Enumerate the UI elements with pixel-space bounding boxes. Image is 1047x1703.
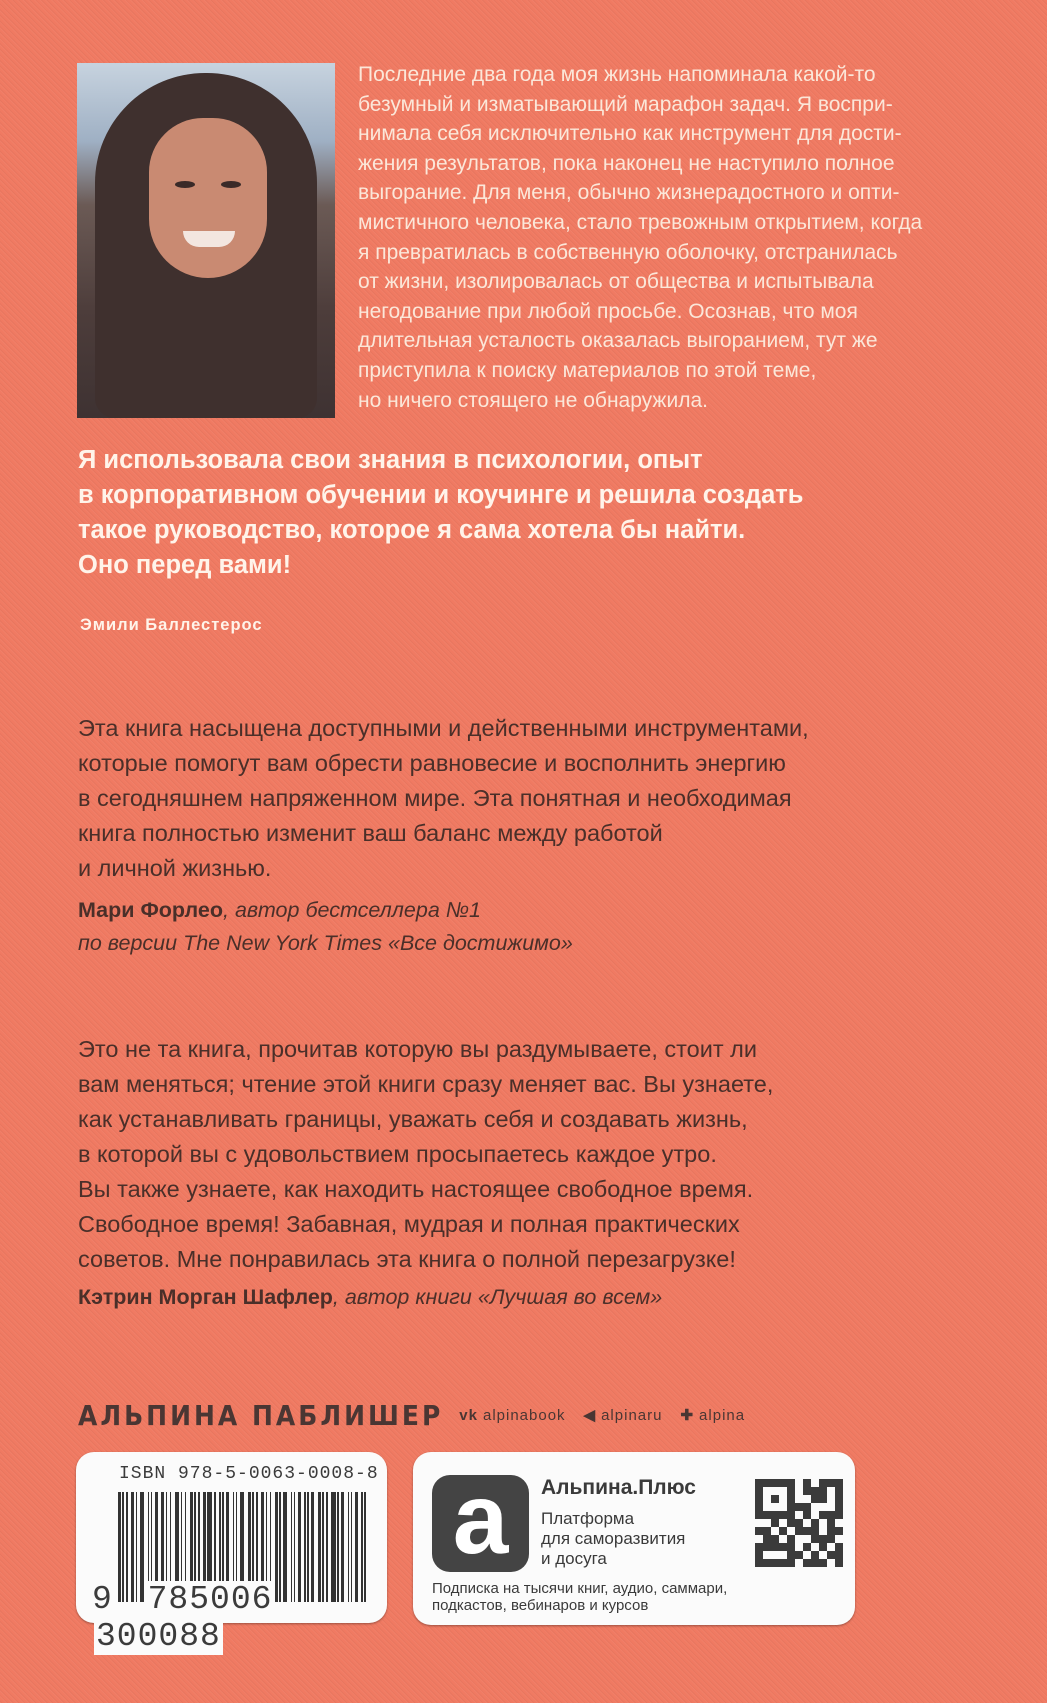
footer-line: Подписка на тысячи книг, аудио, саммари, (432, 1580, 728, 1597)
qr-module (795, 1551, 803, 1559)
qr-module (779, 1479, 787, 1487)
qr-module (771, 1519, 779, 1527)
qr-module (819, 1495, 827, 1503)
review-schafler (78, 1032, 773, 1314)
ean-first-digit: 9 (92, 1581, 113, 1618)
author-intro-text (358, 60, 1018, 415)
qr-module (803, 1479, 811, 1487)
qr-module (827, 1551, 835, 1559)
qr-module (779, 1519, 787, 1527)
intro-line: нимала себя исключительно как инструмент для дости- (358, 122, 902, 146)
qr-module (763, 1511, 771, 1519)
qr-module (803, 1503, 811, 1511)
qr-module (779, 1503, 787, 1511)
qr-module (795, 1479, 803, 1487)
intro-line: приступила к поиску материалов по этой теме, (358, 358, 817, 382)
qr-module (795, 1495, 803, 1503)
intro-line: мистичного человека, стало тревожным открытием, когда (358, 210, 923, 234)
review-line: Свободное время! Забавная, мудрая и полная практических (78, 1211, 740, 1237)
qr-module (763, 1495, 771, 1503)
qr-module (803, 1487, 811, 1495)
qr-module (787, 1495, 795, 1503)
ean-digits (90, 1581, 387, 1655)
photo-smile (183, 231, 235, 247)
review-line: как устанавливать границы, уважать себя и создавать жизнь, (78, 1106, 748, 1132)
qr-module (835, 1519, 843, 1527)
qr-module (787, 1511, 795, 1519)
author-photo (77, 63, 335, 418)
qr-module (827, 1519, 835, 1527)
review-line: Эта книга насыщена доступными и действенными инструментами, (78, 715, 809, 741)
review-line: и личной жизнью. (78, 855, 272, 881)
qr-module (835, 1503, 843, 1511)
intro-line: безумный и изматывающий марафон задач. Я воспри- (358, 92, 893, 116)
reviewer-credit: по версии The New York Times «Все достижимо» (78, 931, 573, 955)
intro-line: жения результатов, пока наконец не наступило полное (358, 151, 895, 175)
desc-line: и досуга (541, 1549, 607, 1568)
qr-module (803, 1519, 811, 1527)
highlight-quote (78, 443, 1008, 583)
alpina-plus-title: Альпина.Плюс (541, 1476, 696, 1499)
review-line: которые помогут вам обрести равновесие и восполнить энергию (78, 750, 786, 776)
alpina-plus-box (413, 1452, 855, 1625)
qr-module (771, 1487, 779, 1495)
qr-module (795, 1503, 803, 1511)
qr-module (755, 1495, 763, 1503)
qr-module (779, 1551, 787, 1559)
ean-group-1: 785006 (147, 1581, 273, 1618)
qr-module (819, 1535, 827, 1543)
review-attribution (78, 1281, 773, 1314)
qr-module (779, 1511, 787, 1519)
reviewer-name: Кэтрин Морган Шафлер (78, 1285, 333, 1309)
qr-module (779, 1487, 787, 1495)
desc-line: Платформа (541, 1509, 635, 1528)
qr-module (771, 1479, 779, 1487)
highlight-line: такое руководство, которое я сама хотела бы найти. (78, 516, 746, 544)
qr-module (787, 1527, 795, 1535)
author-signature: Эмили Баллестерос (80, 616, 263, 634)
qr-module (811, 1559, 819, 1567)
qr-module (811, 1527, 819, 1535)
qr-module (787, 1535, 795, 1543)
qr-module (771, 1511, 779, 1519)
qr-module (787, 1543, 795, 1551)
qr-module (827, 1543, 835, 1551)
intro-line: я превратилась в собственную оболочку, отстранилась (358, 240, 898, 264)
qr-module (835, 1527, 843, 1535)
qr-module (755, 1527, 763, 1535)
qr-module (755, 1519, 763, 1527)
qr-module (787, 1503, 795, 1511)
qr-module (803, 1559, 811, 1567)
photo-eye-left (175, 181, 195, 188)
qr-module (795, 1519, 803, 1527)
qr-module (819, 1511, 827, 1519)
social-label: alpinaru (601, 1406, 663, 1424)
qr-module (811, 1479, 819, 1487)
alpina-plus-description (541, 1509, 685, 1569)
qr-module (763, 1551, 771, 1559)
reviewer-credit: , автор бестселлера №1 (223, 898, 481, 922)
social-telegram[interactable] (584, 1406, 663, 1424)
qr-module (755, 1487, 763, 1495)
qr-module (771, 1543, 779, 1551)
photo-face (149, 118, 267, 278)
highlight-line: Оно перед вами! (78, 551, 292, 579)
qr-module (811, 1535, 819, 1543)
review-line: Это не та книга, прочитав которую вы раздумываете, стоит ли (78, 1036, 757, 1062)
isbn-text: ISBN 978-5-0063-0008-8 (119, 1464, 379, 1484)
telegram-icon: ◀ (583, 1407, 597, 1424)
qr-module (827, 1535, 835, 1543)
qr-module (819, 1479, 827, 1487)
qr-module (827, 1479, 835, 1487)
qr-module (803, 1527, 811, 1535)
review-line: книга полностью изменит ваш баланс между работой (78, 820, 663, 846)
social-label: alpina (699, 1406, 746, 1424)
alpina-plus-app-icon: a (432, 1475, 529, 1572)
isbn-barcode-box (76, 1452, 387, 1655)
vk-icon: vk (459, 1406, 478, 1424)
qr-module (835, 1535, 843, 1543)
qr-module (779, 1535, 787, 1543)
intro-line: негодование при любой просьбе. Осознав, что моя (358, 299, 858, 323)
qr-module (819, 1527, 827, 1535)
highlight-line: в корпоративном обучении и коучинге и решила создать (78, 481, 804, 509)
qr-module (819, 1543, 827, 1551)
qr-module (763, 1559, 771, 1567)
qr-module (771, 1535, 779, 1543)
qr-module (811, 1543, 819, 1551)
intro-line: но ничего стоящего не обнаружила. (358, 388, 708, 412)
intro-line: выгорание. Для меня, обычно жизнерадостного и опти- (358, 181, 900, 205)
qr-module (763, 1487, 771, 1495)
qr-module (819, 1487, 827, 1495)
review-attribution (78, 894, 809, 960)
qr-module (755, 1511, 763, 1519)
qr-module (795, 1511, 803, 1519)
qr-module (763, 1479, 771, 1487)
qr-module (787, 1487, 795, 1495)
qr-module (827, 1511, 835, 1519)
qr-module (771, 1551, 779, 1559)
qr-module (827, 1503, 835, 1511)
qr-module (835, 1543, 843, 1551)
qr-module (827, 1495, 835, 1503)
footer-line: подкастов, вебинаров и курсов (432, 1597, 649, 1614)
qr-module (827, 1487, 835, 1495)
qr-module (835, 1479, 843, 1487)
qr-module (803, 1495, 811, 1503)
qr-module (771, 1559, 779, 1567)
qr-module (763, 1519, 771, 1527)
qr-module (771, 1503, 779, 1511)
review-line: вам меняться; чтение этой книги сразу меняет вас. Вы узнаете, (78, 1071, 774, 1097)
qr-module (763, 1503, 771, 1511)
qr-module (771, 1495, 779, 1503)
qr-module (835, 1511, 843, 1519)
qr-module (835, 1559, 843, 1567)
qr-module (755, 1543, 763, 1551)
publisher-logo: АЛЬПИНА ПАБЛИШЕР (78, 1399, 444, 1431)
qr-code-icon[interactable] (755, 1479, 843, 1567)
qr-module (755, 1503, 763, 1511)
qr-module (819, 1519, 827, 1527)
review-line: в которой вы с удовольствием просыпаетесь каждое утро. (78, 1141, 717, 1167)
qr-module (795, 1559, 803, 1567)
qr-module (811, 1511, 819, 1519)
qr-module (779, 1495, 787, 1503)
qr-module (763, 1543, 771, 1551)
qr-module (779, 1559, 787, 1567)
desc-line: для саморазвития (541, 1529, 686, 1548)
qr-module (803, 1535, 811, 1543)
qr-module (835, 1487, 843, 1495)
qr-module (835, 1495, 843, 1503)
qr-module (827, 1527, 835, 1535)
qr-module (795, 1527, 803, 1535)
qr-module (787, 1479, 795, 1487)
reviewer-name: Мари Форлео (78, 898, 223, 922)
alpina-plus-footer (432, 1580, 727, 1614)
qr-module (795, 1543, 803, 1551)
qr-module (811, 1487, 819, 1495)
qr-module (835, 1551, 843, 1559)
qr-module (803, 1551, 811, 1559)
qr-module (787, 1519, 795, 1527)
social-label: alpinabook (482, 1406, 566, 1424)
qr-module (771, 1527, 779, 1535)
qr-module (803, 1511, 811, 1519)
qr-module (755, 1535, 763, 1543)
alpina-plus-icon: ✚ (680, 1407, 695, 1424)
qr-module (787, 1551, 795, 1559)
qr-module (755, 1479, 763, 1487)
intro-line: от жизни, изолировалась от общества и испытывала (358, 270, 874, 294)
review-line: советов. Мне понравилась эта книга о полной перезагрузке! (78, 1246, 736, 1272)
qr-module (811, 1519, 819, 1527)
intro-line: длительная усталость оказалась выгоранием, тут же (358, 329, 878, 353)
qr-module (819, 1551, 827, 1559)
publisher-row (78, 1396, 753, 1434)
qr-module (763, 1527, 771, 1535)
qr-module (763, 1535, 771, 1543)
social-vk[interactable] (459, 1407, 565, 1424)
qr-module (827, 1559, 835, 1567)
reviewer-credit: , автор книги «Лучшая во всем» (332, 1285, 663, 1309)
ean-group-2: 300088 (96, 1618, 221, 1655)
qr-module (803, 1543, 811, 1551)
qr-module (819, 1559, 827, 1567)
qr-module (795, 1487, 803, 1495)
review-line: в сегодняшнем напряженном мире. Эта понятная и необходимая (78, 785, 792, 811)
qr-module (779, 1527, 787, 1535)
qr-module (755, 1551, 763, 1559)
qr-module (787, 1559, 795, 1567)
intro-line: Последние два года моя жизнь напоминала какой-то (358, 63, 876, 86)
qr-module (795, 1535, 803, 1543)
qr-module (811, 1503, 819, 1511)
qr-module (811, 1551, 819, 1559)
qr-module (811, 1495, 819, 1503)
highlight-line: Я использовала свои знания в психологии, опыт (78, 446, 703, 474)
qr-module (755, 1559, 763, 1567)
social-alpina[interactable] (680, 1406, 745, 1424)
qr-module (779, 1543, 787, 1551)
review-line: Вы также узнаете, как находить настоящее свободное время. (78, 1176, 754, 1202)
photo-eye-right (221, 181, 241, 188)
qr-module (819, 1503, 827, 1511)
review-forleo (78, 711, 809, 960)
